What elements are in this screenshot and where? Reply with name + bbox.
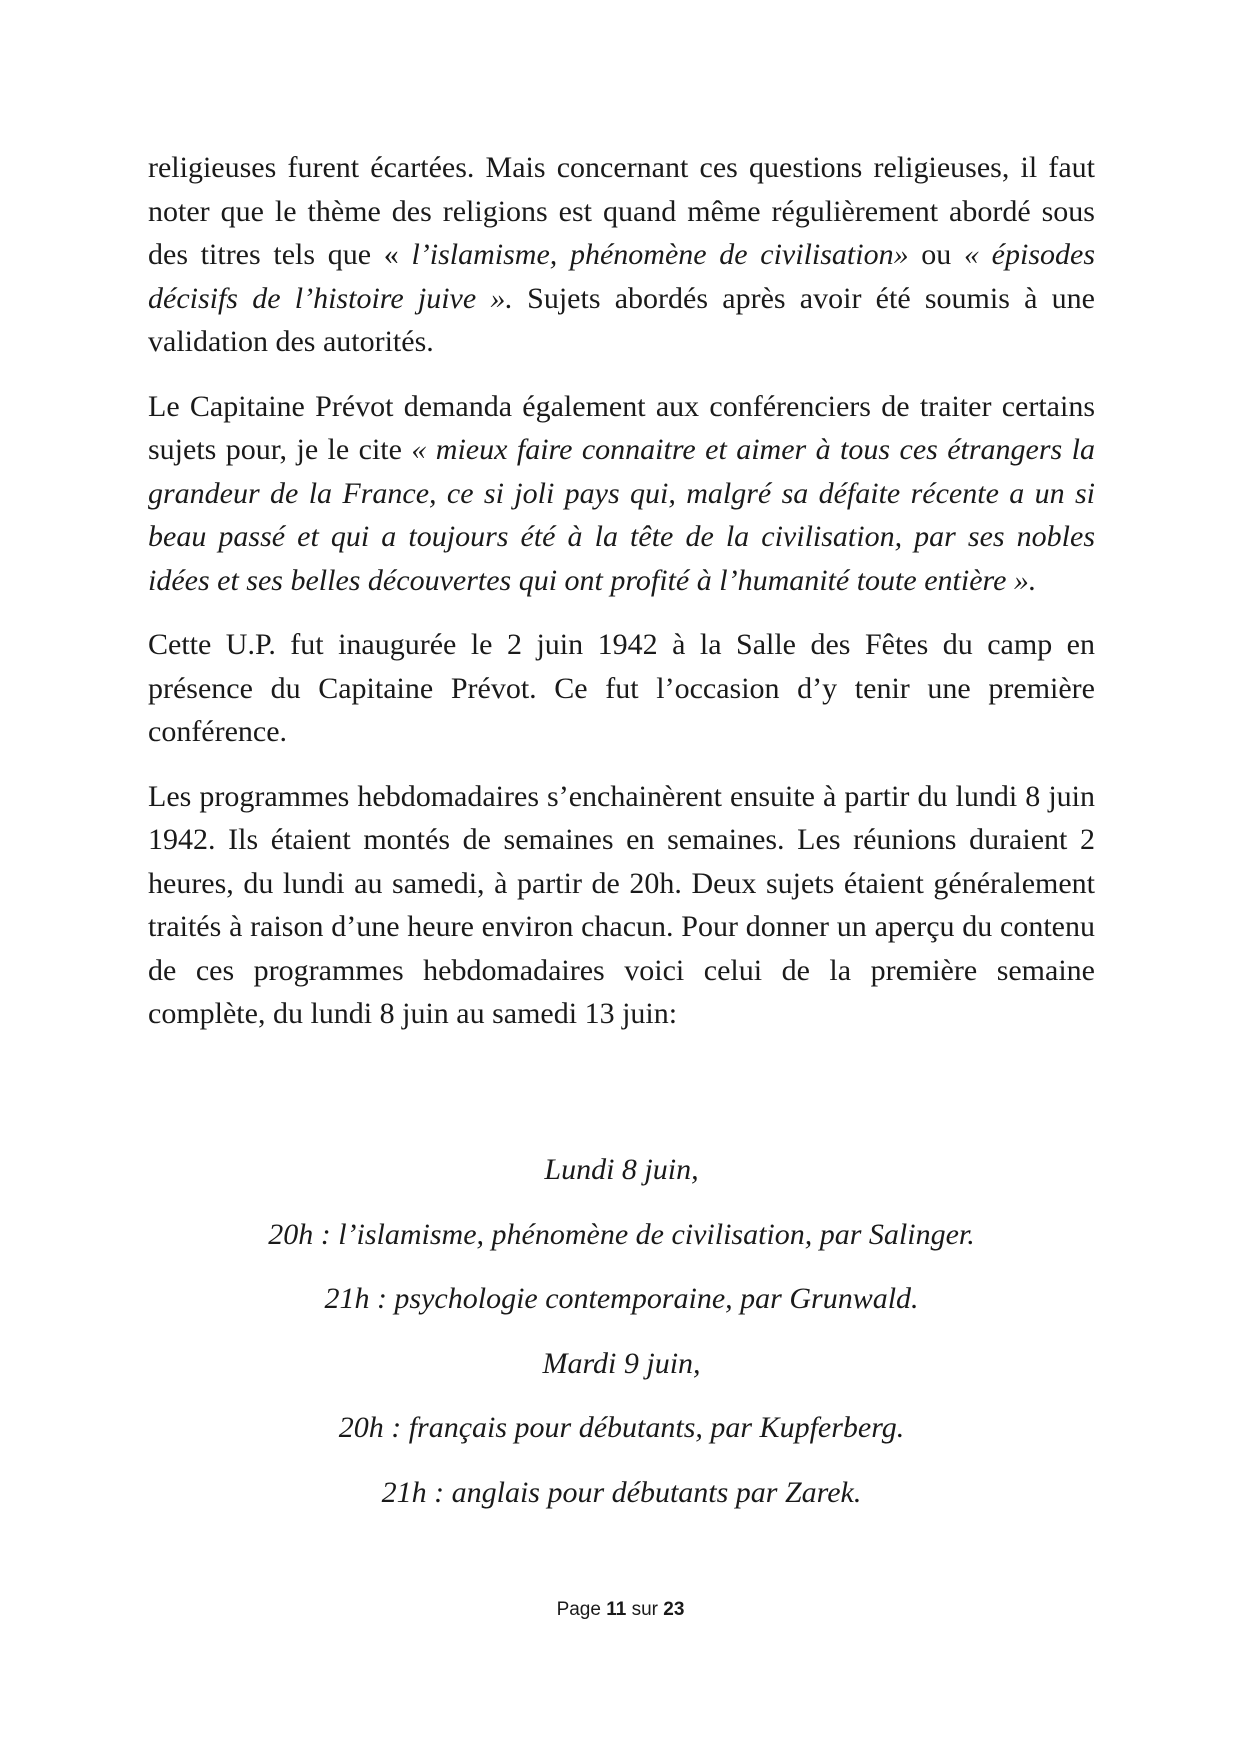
paragraph-inauguration (148, 623, 1095, 754)
paragraph-religions (148, 146, 1095, 364)
weekly-schedule (148, 1148, 1095, 1536)
paragraph-segment: Cette U.P. fut inaugurée le 2 juin 1942 à la Salle des Fêtes du camp en présence du Capitaine Prévot. Ce fut l’occasion d’y tenir une première conférence. (148, 628, 1095, 748)
paragraph-capitaine-prevot (148, 385, 1095, 603)
paragraph-segment: ou (908, 238, 964, 271)
paragraph-segment: Sujets abordés après avoir été soumis à une validation des autorités. (148, 281, 1095, 358)
paragraph-segment: Le Capitaine Prévot demanda également aux conférenciers de traiter certains sujets pour, je le cite (148, 389, 1095, 466)
title-histoire-juive: « épisodes décisifs de l’histoire juive ». (148, 238, 1095, 315)
paragraph-segment: religieuses furent écartées. Mais concernant ces questions religieuses, il faut noter que le thème des religions est quand même régulièrement abordé sous des titres tels que « (148, 151, 1095, 271)
schedule-day-heading: Lundi 8 juin, (544, 1153, 699, 1186)
body-text (148, 146, 1095, 1057)
current-page-number: 11 (606, 1599, 627, 1620)
page-number-footer (0, 1598, 1241, 1622)
page-label: Page (556, 1599, 601, 1620)
quotation: « mieux faire connaitre et aimer à tous ces étrangers la grandeur de la France, ce si joli pays qui, malgré sa défaite récente a un si beau passé et qui a toujours été à la tête de la civilisation, par ses nobles idées et ses belles découvertes qui ont profité à l’humanité toute entière ». (148, 433, 1095, 597)
paragraph-segment: Les programmes hebdomadaires s’enchainèrent ensuite à partir du lundi 8 juin 1942. Ils étaient montés de semaines en semaines. Les réunions duraient 2 heures, du lundi au samedi, à partir de 20h. Deux sujets étaient généralement traités à raison d’une heure environ chacun. Pour donner un aperçu du contenu de ces programmes hebdomadaires voici celui de la première semaine complète, du lundi 8 juin au samedi 13 juin: (148, 779, 1095, 1030)
paragraph-programmes (148, 775, 1095, 1036)
schedule-entry: 20h : français pour débutants, par Kupferberg. (338, 1411, 905, 1445)
schedule-entry: 21h : psychologie contemporaine, par Grunwald. (324, 1282, 919, 1316)
page-separator: sur (631, 1599, 658, 1620)
schedule-day-heading: Mardi 9 juin, (542, 1346, 701, 1380)
schedule-entry: 21h : anglais pour débutants par Zarek. (381, 1475, 862, 1509)
total-page-count: 23 (663, 1599, 685, 1620)
title-islamisme: l’islamisme, phénomène de civilisation» (411, 238, 909, 271)
schedule-entry: 20h : l’islamisme, phénomène de civilisation, par Salinger. (268, 1217, 975, 1251)
